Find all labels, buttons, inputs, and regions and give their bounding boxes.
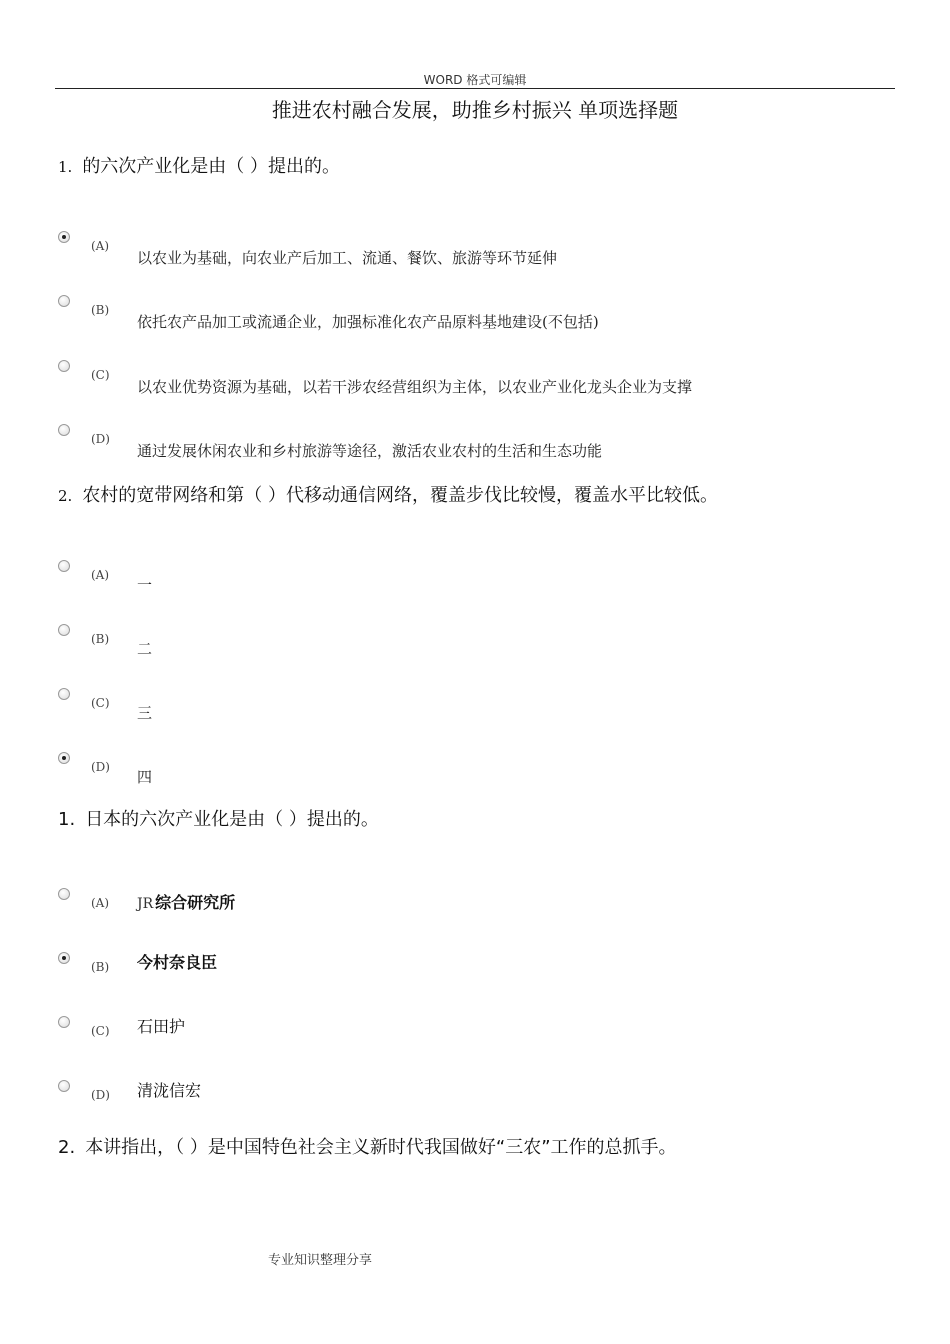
option-2d[interactable] (58, 752, 898, 792)
option-1d[interactable] (58, 424, 898, 464)
question-text: 的六次产业化是由（ ）提出的。 (82, 156, 341, 177)
radio-button[interactable] (58, 560, 70, 572)
option-letter: (A) (91, 896, 110, 910)
option-text: 通过发展休闲农业和乡村旅游等途径，激活农业农村的生活和生态功能 (137, 442, 603, 460)
option-letter: (B) (91, 632, 110, 646)
option-letter: (B) (91, 960, 110, 974)
radio-button[interactable] (58, 752, 70, 764)
option-letter: (C) (91, 1024, 110, 1038)
option-prefix: JR (137, 896, 154, 912)
radio-button[interactable] (58, 424, 70, 436)
option-1b[interactable] (58, 295, 898, 335)
option-2a[interactable] (58, 560, 898, 600)
question-4 (58, 1133, 677, 1159)
option-text: 依托农产品加工或流通企业，加强标准化农产品原料基地建设(不包括) (137, 313, 599, 331)
option-letter: (D) (91, 432, 110, 446)
option-label: 综合研究所 (155, 893, 236, 912)
question-1 (58, 152, 340, 178)
option-3d[interactable] (58, 1080, 898, 1120)
option-3c[interactable] (58, 1016, 898, 1056)
radio-button[interactable] (58, 1016, 70, 1028)
option-text: 四 (137, 768, 153, 786)
option-text (137, 890, 235, 913)
question-text: 日本的六次产业化是由（ ）提出的。 (85, 809, 379, 830)
option-letter: (D) (91, 760, 110, 774)
option-text: 今村奈良臣 (137, 953, 218, 972)
question-number: 2. (58, 1137, 76, 1158)
option-text: 三 (137, 704, 153, 722)
option-letter: (A) (91, 568, 110, 582)
radio-button[interactable] (58, 231, 70, 243)
option-text: 以农业为基础，向农业产后加工、流通、餐饮、旅游等环节延伸 (137, 249, 558, 267)
question-number: 1. (58, 809, 76, 830)
option-1c[interactable] (58, 360, 898, 400)
header-rule (55, 88, 895, 89)
radio-button[interactable] (58, 952, 70, 964)
option-2b[interactable] (58, 624, 898, 664)
radio-button[interactable] (58, 688, 70, 700)
question-text: 本讲指出，（ ）是中国特色社会主义新时代我国做好“三农”工作的总抓手。 (85, 1137, 677, 1158)
option-1a[interactable] (58, 231, 898, 271)
radio-button[interactable] (58, 295, 70, 307)
question-2 (58, 481, 718, 507)
page-title: 推进农村融合发展，助推乡村振兴 单项选择题 (271, 98, 679, 122)
question-3 (58, 805, 379, 831)
option-letter: (B) (91, 303, 110, 317)
option-letter: (D) (91, 1088, 110, 1102)
option-text: 以农业优势资源为基础，以若干涉农经营组织为主体，以农业产业化龙头企业为支撑 (137, 378, 693, 396)
option-text: 清泷信宏 (137, 1081, 202, 1100)
option-3b[interactable] (58, 952, 898, 992)
question-text: 农村的宽带网络和第（ ）代移动通信网络，覆盖步伐比较慢，覆盖水平比较低。 (82, 485, 719, 506)
radio-button[interactable] (58, 1080, 70, 1092)
option-3a[interactable] (58, 888, 898, 928)
option-text: 一 (137, 576, 153, 594)
option-text: 石田护 (137, 1017, 186, 1036)
page-footer: 专业知识整理分享 (268, 1253, 373, 1268)
question-number: 1. (58, 158, 73, 176)
radio-button[interactable] (58, 888, 70, 900)
radio-button[interactable] (58, 360, 70, 372)
question-number: 2. (58, 487, 73, 505)
option-letter: (A) (91, 239, 110, 253)
option-letter: (C) (91, 696, 110, 710)
option-letter: (C) (91, 368, 110, 382)
option-2c[interactable] (58, 688, 898, 728)
option-text: 二 (137, 640, 153, 658)
page-header: WORD 格式可编辑 (423, 73, 527, 87)
radio-button[interactable] (58, 624, 70, 636)
